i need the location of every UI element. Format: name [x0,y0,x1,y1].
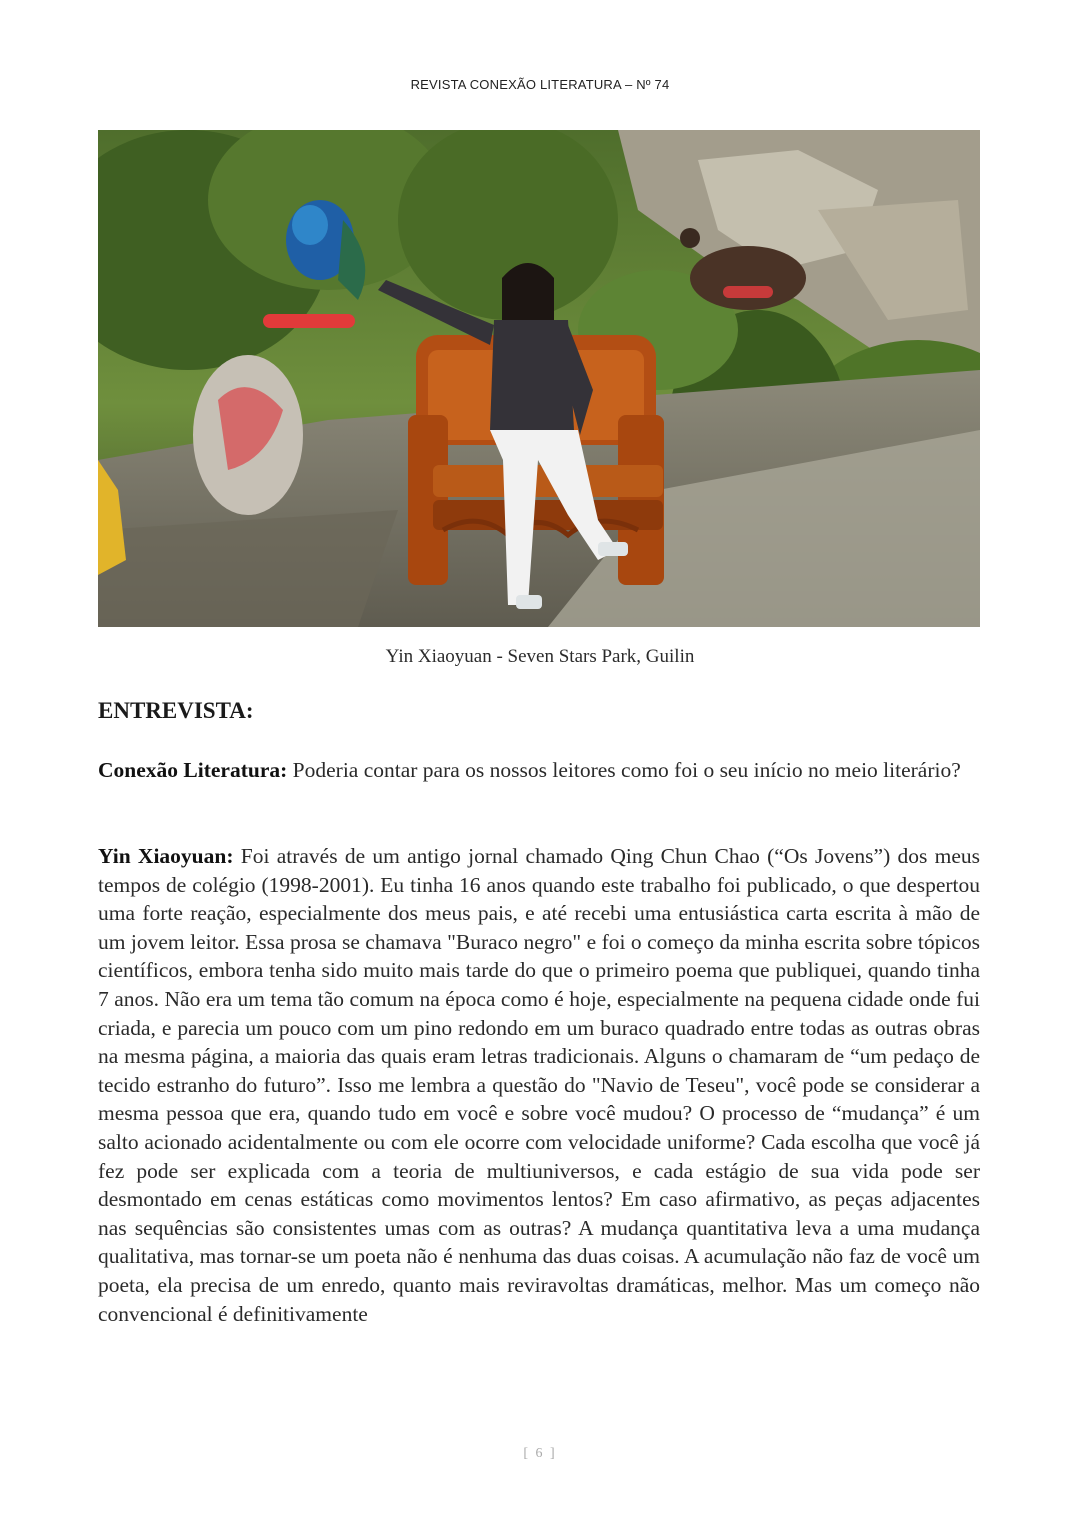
question-speaker: Conexão Literatura: [98,758,288,782]
answer-text: Foi através de um antigo jornal chamado Qing Chun Chao (“Os Jovens”) dos meus tempos de colégio (1998-2001). Eu tinha 16 anos quando este trabalho foi publicado, o que despertou uma forte reação, especialmente dos meus pais, e até recebi uma entusiástica carta escrita à mão de um jovem leitor. Essa prosa se chamava "Buraco negro" e foi o começo da minha escrita sobre tópicos científicos, embora tenha sido muito mais tarde do que o primeiro poema que publiquei, quando tinha 7 anos. Não era um tema tão comum na época como é hoje, especialmente na pequena cidade onde fui criada, e parecia um pouco com um pino redondo em um buraco quadrado entre todas as outras obras na mesma página, a maioria das quais eram letras tradicionais. Alguns o chamaram de “um pedaço de tecido estranho do futuro”. Isso me lembra a questão do "Navio de Teseu", você pode se considerar a mesma pessoa que era, quando tudo em você e sobre você mudou? O processo de “mudança” é um salto acionado acidentalmente ou com ele ocorre com velocidade uniforme? Cada escolha que você já fez pode ser explicada com a teoria de multiuniversos, e cada estágio de sua vida pode ser desmontado em cenas estáticas como movimentos lentos? Em caso afirmativo, as peças adjacentes nas sequências são consistentes umas com as outras? A mudança quantitativa leva a uma mudança qualitativa, mas tornar-se um poeta não é nenhuma das duas coisas. A acumulação não faz de você um poeta, ela precisa de um enredo, quanto mais reviravoltas dramáticas, melhor. Mas um começo não convencional é definitivamente [98,844,980,1326]
section-heading: ENTREVISTA: [98,698,254,723]
interview-answer [98,842,980,1328]
page-number: [ 6 ] [523,1446,557,1461]
question-text: Poderia contar para os nossos leitores como foi o seu início no meio literário? [287,758,961,782]
running-header: REVISTA CONEXÃO LITERATURA – Nº 74 [410,77,670,92]
photo-caption: Yin Xiaoyuan - Seven Stars Park, Guilin [385,646,695,667]
photo [98,130,980,627]
interview-question [98,756,980,785]
answer-speaker: Yin Xiaoyuan: [98,844,234,868]
